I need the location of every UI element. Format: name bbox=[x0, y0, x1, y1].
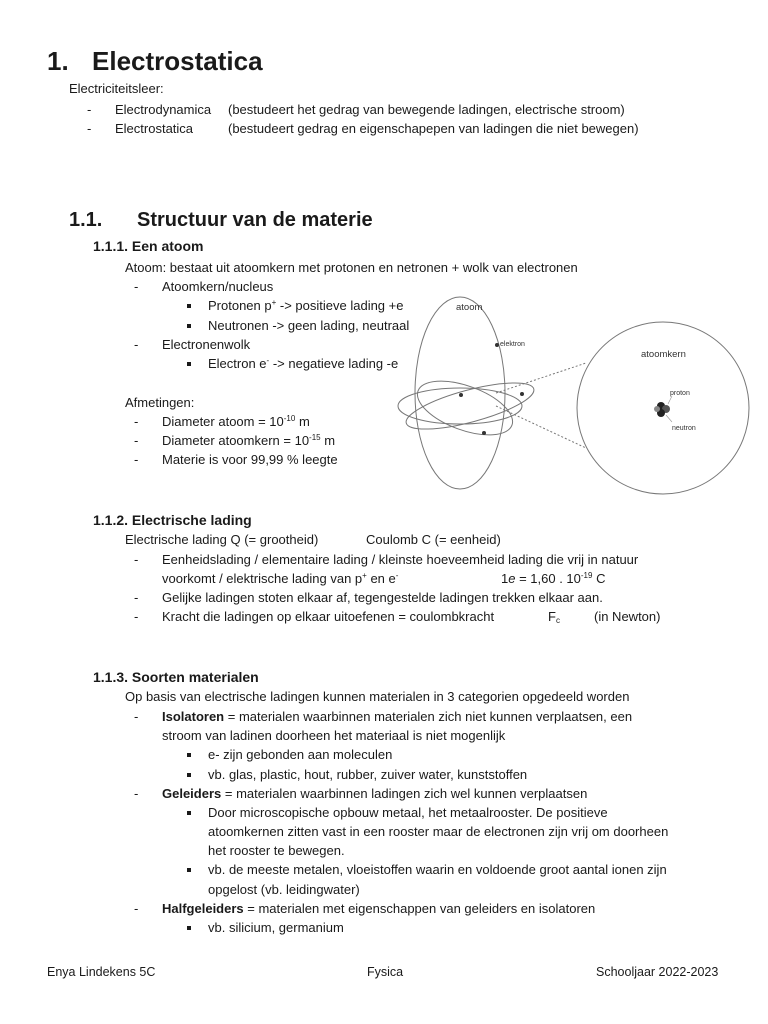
list-item-gel-bullet-1: Door microscopische opbouw metaal, het metaalrooster. De positieve bbox=[208, 805, 608, 820]
list-item-leegte: - Materie is voor 99,99 % leegte bbox=[162, 452, 338, 468]
list-item-coulombkracht: - Kracht die ladingen op elkaar uitoefenen = coulombkracht $F_c$ (in Newton) bbox=[162, 609, 494, 625]
list-item-geleiders: - Geleiders = materialen waarbinnen ladingen zich wel kunnen verplaatsen bbox=[162, 786, 587, 802]
lading-definition: Electrische lading Q (= grootheid) Coulomb C (= eenheid) bbox=[125, 532, 501, 547]
list-item-neutronen: Neutronen -> geen lading, neutraal bbox=[208, 318, 410, 333]
list-item-iso-bullet-1: e- zijn gebonden aan moleculen bbox=[208, 747, 393, 762]
materialen-intro: Op basis van electrische ladingen kunnen materialen in 3 categorien opgedeeld worden bbox=[125, 689, 630, 704]
zoom-line-top bbox=[496, 363, 586, 393]
list-item-isolatoren: - Isolatoren = materialen waarbinnen materialen zich niet kunnen verplaatsen, een bbox=[162, 709, 632, 725]
list-item-gelijke-ladingen: - Gelijke ladingen stoten elkaar af, tegengestelde ladingen trekken elkaar aan. bbox=[162, 590, 603, 606]
section-heading: 1.1. Structuur van de materie bbox=[69, 209, 373, 231]
electron-dot bbox=[495, 343, 499, 347]
list-item-diameter-atoom: - Diameter atoom = $10^{-10}$ m bbox=[162, 414, 310, 430]
diagram-label-proton: proton bbox=[670, 390, 690, 397]
list-item-electron: Electron e- -> negatieve lading -e bbox=[208, 356, 399, 371]
list-item-gel-bullet-2-cont: opgelost (vb. leidingwater) bbox=[208, 882, 360, 897]
list-item-kern: - Atoomkern/nucleus bbox=[162, 279, 273, 295]
electron-dot bbox=[482, 431, 486, 435]
subsection-heading-atoom: 1.1.1. Een atoom bbox=[93, 238, 204, 254]
diagram-label-neutron: neutron bbox=[672, 425, 696, 432]
diagram-label-elektron: elektron bbox=[500, 341, 525, 348]
list-item-halfgeleiders: - Halfgeleiders = materialen met eigenschappen van geleiders en isolatoren bbox=[162, 901, 595, 917]
afmetingen-label: Afmetingen: bbox=[125, 395, 195, 410]
nucleus-icon bbox=[654, 402, 670, 417]
electron-dot bbox=[520, 392, 524, 396]
intro-label: Electriciteitsleer: bbox=[69, 81, 164, 96]
atoom-definition: Atoom: bestaat uit atoomkern met protonen en netronen + wolk van electronen bbox=[125, 260, 578, 275]
diagram-label-atoomkern: atoomkern bbox=[641, 349, 686, 360]
list-item-diameter-kern: - Diameter atoomkern = $10^{-15}$ m bbox=[162, 433, 335, 449]
list-item-iso-bullet-2: vb. glas, plastic, hout, rubber, zuiver water, kunststoffen bbox=[208, 767, 528, 782]
footer-author: Enya Lindekens 5C bbox=[47, 965, 156, 979]
subsection-heading-lading: 1.1.2. Electrische lading bbox=[93, 512, 252, 528]
list-item-half-bullet-1: vb. silicium, germanium bbox=[208, 920, 344, 935]
electron-dot bbox=[459, 393, 463, 397]
atom-orbit-vertical bbox=[415, 297, 505, 489]
list-item-wolk: - Electronenwolk bbox=[162, 337, 250, 353]
list-item-eenheidslading-cont: voorkomt / elektrische lading van p+ en e- bbox=[162, 571, 399, 586]
list-item-gel-bullet-2: vb. de meeste metalen, vloeistoffen waarin en voldoende groot aantal ionen zijn bbox=[208, 862, 667, 877]
atom-diagram bbox=[390, 288, 750, 498]
list-item-gel-bullet-1-cont: atoomkernen zitten vast in een rooster maar de electronen zijn vrij om doorheen bbox=[208, 824, 669, 839]
subsection-heading-materialen: 1.1.3. Soorten materialen bbox=[93, 669, 259, 685]
elementary-charge-formula: 1e = 1,60 . $10^{-19}$ C bbox=[501, 571, 606, 586]
atom-orbit-tilted-2 bbox=[410, 370, 519, 446]
footer-subject: Fysica bbox=[367, 965, 404, 979]
list-item-eenheidslading: - Eenheidslading / elementaire lading / kleinste hoeveemheid lading die vrij in natuur bbox=[162, 552, 638, 568]
footer-schoolyear: Schooljaar 2022-2023 bbox=[596, 965, 719, 979]
list-item-isolatoren-cont: stroom van ladinen doorheen het materiaal is niet mogenlijk bbox=[162, 728, 506, 743]
list-item-gel-bullet-1-cont: het rooster te bewegen. bbox=[208, 843, 345, 858]
list-item-protonen: Protonen p+ -> positieve lading +e bbox=[208, 298, 404, 313]
diagram-label-atoom: atoom bbox=[456, 302, 483, 313]
page-title: 1. Electrostatica bbox=[47, 46, 263, 76]
intro-item-electrostatica: - Electrostatica (bestudeert gedrag en eigenschapepen van ladingen die niet bewegen) bbox=[115, 121, 193, 137]
intro-item-electrodynamica: - Electrodynamica (bestudeert het gedrag van bewegende ladingen, electrische stroom) bbox=[115, 102, 211, 118]
